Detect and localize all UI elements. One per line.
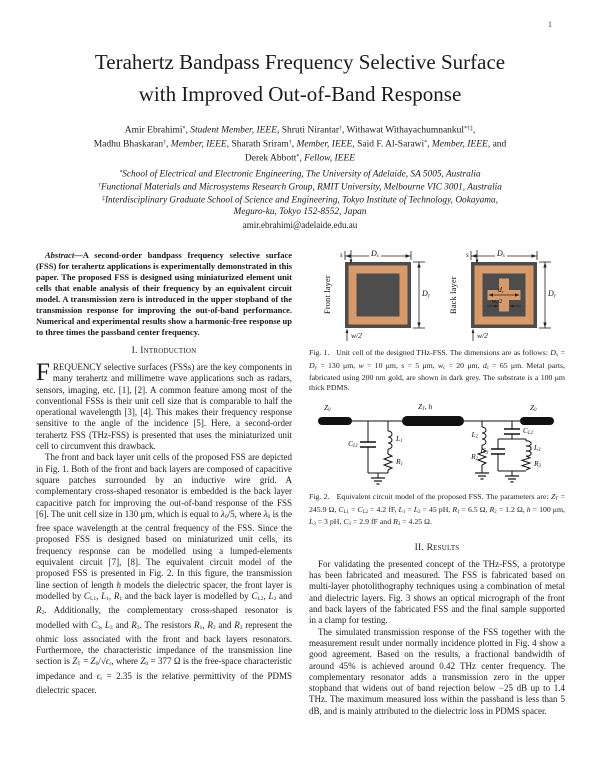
fig1-s-label: s [340, 251, 343, 259]
figure-2-caption: Fig. 2. Equivalent circuit model of the proposed FSS. The parameters are: ZT = 245.9 Ω, CL1 = CL2 = 4.2 fF, L1 = L2 = 45 pH, R1 = 6.5 Ω, R2 = 1.2 Ω, h = 100 μm, L3 = 3 pH, C3 = 2.9 fF and R3 = 4.25 Ω. [309, 491, 566, 528]
fig1-back-dy-label: Dy [548, 289, 556, 299]
fig1-back-w2-label: w/2 [477, 331, 488, 340]
affiliation-line-1: *School of Electrical and Electronic Engineering, The University of Adelaide, SA 5005, Australia [119, 169, 481, 180]
paper-header [0, 0, 600, 231]
fig2-r1-label: R1 [396, 456, 403, 467]
title-line1: Terahertz Bandpass Frequency Selective Surface [94, 50, 506, 74]
fig2-z0-right-label: Z0 [530, 402, 537, 413]
figure-2 [312, 401, 562, 487]
fig1-front-unit-cell [311, 248, 435, 342]
front-layer-label: Front layer [323, 275, 332, 315]
author-line-3: Derek Abbott*, Fellow, IEEE [244, 154, 356, 165]
fig2-l3-label: L3 [534, 442, 541, 453]
author-line-1: Amir Ebrahimi*, Student Member, IEEE, Shruti Nirantar†, Withawat Withayachumnankul*†‡, [124, 125, 476, 136]
fig1-dx-label: Dx [371, 249, 379, 259]
fig2-r3-label: R3 [534, 458, 541, 469]
fig2-r2-label: R2 [471, 451, 478, 462]
figure-1-caption: Fig. 1. Unit cell of the designed THz-FSS. The dimensions are as follows: Dx = Dy = 130 μm, w = 10 μm, s = 5 μm, wc = 20 μm, dc = 65 μm. Metal parts, fabricated using 200 nm gold, are shown in dark grey. The substrate is a 100 μm thick PDMS. [309, 348, 565, 393]
author-line-2: Madhu Bhaskaran†, Member, IEEE, Sharath Sriram†, Member, IEEE, Said F. Al-Sarawi*, Member, IEEE, and [93, 139, 507, 150]
affiliation-line-2: †Functional Materials and Microsystems Research Group, RMIT University, Melbourne VIC 3001, Australia [98, 182, 502, 193]
contact-email: amir.ebrahimi@adelaide.edu.au [242, 219, 358, 230]
fig1-back-unit-cell [437, 248, 561, 342]
fig1-back-s-label: s [466, 251, 469, 259]
fig2-zth-label: ZT, h [418, 401, 433, 412]
right-column [309, 246, 565, 717]
back-layer-label: Back layer [449, 276, 458, 314]
page-number: 1 [548, 20, 552, 29]
title-line2: with Improved Out-of-Band Response [138, 82, 462, 106]
left-column [36, 250, 292, 696]
fig1-w2-label: w/2 [351, 331, 362, 340]
intro-paragraph-2: The front and back layer unit cells of the proposed FSS are depicted in Fig. 1. Both of the front and back layers are composed of capacitive square patches surrounded by an inductive wire grid. A complementary cross-shaped resonator is embedded is the back layer capacitive patch for improving the out-of-band response of the FSS [6]. The unit cell size in 130 μm, which is equal to λ0/5, where λ0 is the free space wavelength at the central frequency of the FSS. Since the proposed FSS is designed based on miniaturized unit cells, its frequency response can be modelled using a lumped-elements equivalent circuit [7], [8]. The equivalent circuit model of the proposed FSS is presented in Fig. 2. In this figure, the transmission line section of length h models the dielectric spacer, the front layer is modelled by CL1, L1, R1 and the back layer is modelled by CL2, L2 and R2. Additionally, the complementary cross-shaped resonator is modelled with C3, L3 and R3. The resistors R1, R2 and R3 represent the ohmic loss associated with the front and back layers resonators. Furthermore, the characteristic impedance of the transmission line section is ZT = Z0/√ϵr, where Z0 = 377 Ω is the free-space characteristic impedance and ϵr = 2.35 is the relative permittivity of the PDMS dielectric spacer. [36, 452, 293, 696]
fig1-back-dx-label: Dx [497, 249, 505, 259]
fig2-c3-label: C3 [480, 445, 488, 456]
author-block [0, 123, 600, 166]
intro-paragraph-1: FREQUENCY selective surfaces (FSSs) are the key components in many terahertz and millimetre wave applications such as radars, sensors, imaging, etc. [1], [2]. A common feature among most of the conventional FSSs is their unit cell size that is comparable to half the operational wavelength [3], [4]. This makes their frequency response sensitive to the angle of the incidence [5]. Here, a second-order terahertz FSS (THz-FSS) is presented that uses the miniaturized unit cell to circumvent this drawback. [36, 359, 292, 452]
affiliation-line-4: Meguro-ku, Tokyo 152-8552, Japan [233, 207, 367, 218]
fig1-dy-label: Dy [422, 289, 430, 299]
affiliation-line-3: ‡Interdisciplinary Graduate School of Science and Engineering, Tokyo Institute of Technology, Ookayama, [102, 195, 498, 206]
fig1-wc2-label: wc/2 [492, 299, 503, 305]
figure-1 [309, 248, 565, 344]
front-center-patch [357, 274, 400, 317]
paper-title [0, 46, 600, 110]
fig2-l1-label: L1 [396, 433, 403, 444]
fig2-l2-label: L2 [471, 429, 478, 440]
section-heading-results: II. Results [414, 541, 460, 553]
results-paragraph-2: The simulated transmission response of the FSS together with the measurement result under normally incidence plotted in Fig. 4 show a good agreement. Based on the results, a fractional bandwidth of around 45% is achieved around 0.42 THz center frequency. The complementary resonator adds a transmission zero in the upper stopband that widens out of band rejection below −25 dB up to 1.4 THz. The maximum measured loss within the passband is less than 5 dB, and is mainly attributed to the dielectric loss in PDMS spacer. [309, 626, 565, 716]
fig2-cl2-label: CL2 [523, 425, 533, 436]
fig2-cl1-label: CL1 [348, 438, 358, 449]
results-paragraph-1: For validating the presented concept of the THz-FSS, a prototype has been fabricated and measured. The FSS is fabricated based on multi-layer photolithography techniques using a combination of metal and dielectric layers. Fig. 3 shows an optical micrograph of the front and back layers of the fabricated FSS and the final sample supported in a clamp for testing. [309, 558, 565, 626]
fig2-z0-left-label: Z0 [324, 402, 331, 413]
affiliation-block [0, 168, 600, 232]
abstract-paragraph: Abstract—A second-order bandpass frequency selective surface (FSS) for terahertz applications is experimentally demonstrated in this paper. The proposed FSS is designed using miniaturized element unit cells that enable analysis of their frequency by an equivalent circuit model. A transmission zero is introduced in the upper stopband of the transmission response for improving the out-of-band performance. Numerical and experimental results show a harmonic-free response up to three times the passband center frequency. [36, 250, 292, 337]
section-heading-introduction: I. Introduction [131, 345, 197, 356]
fig1-dc-label: dc [498, 285, 504, 294]
